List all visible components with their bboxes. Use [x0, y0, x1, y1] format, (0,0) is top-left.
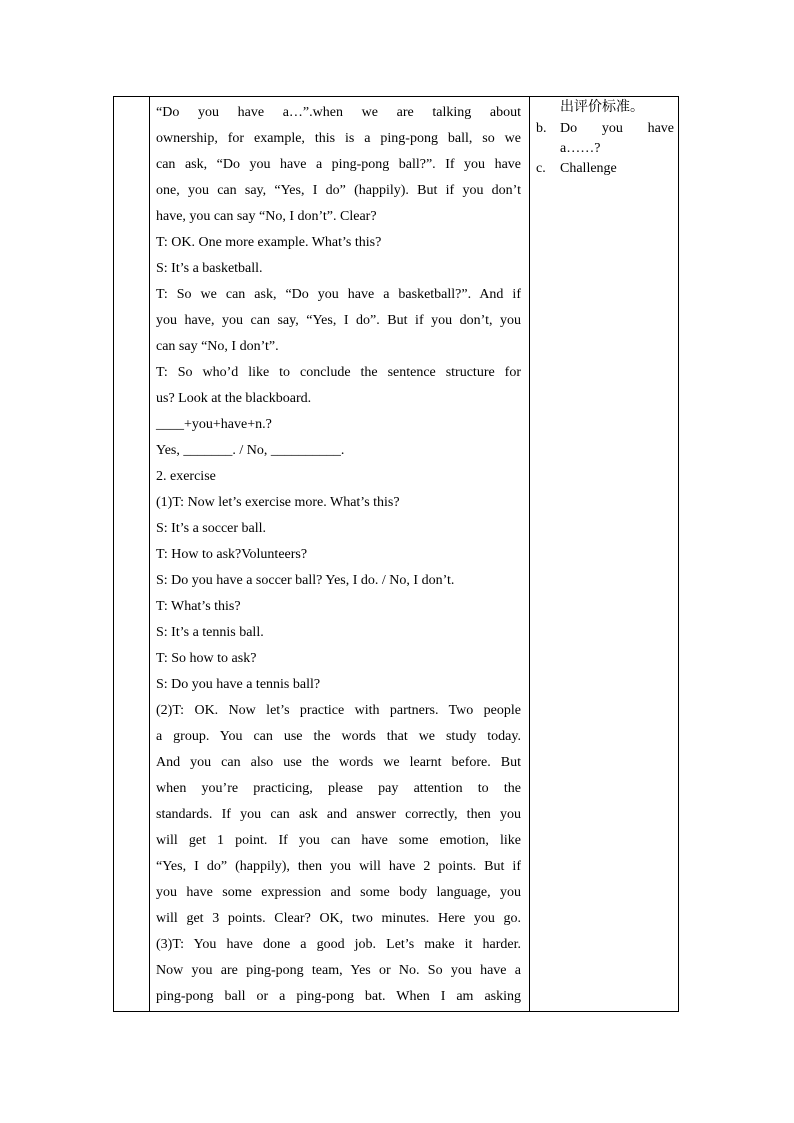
procedure-line: 2. exercise: [156, 469, 216, 484]
procedure-line: standards. If you can ask and answer correctly, then you: [156, 807, 521, 822]
procedure-line: a group. You can use the words that we study today.: [156, 729, 521, 744]
notes-item-text-cont: a……?: [560, 141, 601, 156]
procedure-line: S: Do you have a soccer ball? Yes, I do. / No, I don’t.: [156, 573, 455, 588]
procedure-line: Now you are ping-pong team, Yes or No. So you have a: [156, 963, 521, 978]
procedure-line: (1)T: Now let’s exercise more. What’s this?: [156, 495, 400, 510]
procedure-line: us? Look at the blackboard.: [156, 391, 312, 406]
notes-title: 出评价标准。: [560, 99, 644, 115]
procedure-line: T: So we can ask, “Do you have a basketball?”. And if: [156, 287, 521, 302]
procedure-line: Yes, _______. / No, __________.: [156, 443, 345, 458]
procedure-line: T: So how to ask?: [156, 651, 257, 666]
procedure-line: ping-pong ball or a ping-pong bat. When I am asking: [156, 989, 521, 1004]
procedure-line: “Do you have a…”.when we are talking about: [156, 105, 521, 120]
procedure-line: you have, you can say, “Yes, I do”. But if you don’t, you: [156, 313, 521, 328]
procedure-line: (3)T: You have done a good job. Let’s make it harder.: [156, 937, 521, 952]
lesson-table: [113, 96, 679, 1012]
procedure-line: have, you can say “No, I don’t”. Clear?: [156, 209, 377, 224]
procedure-line: T: So who’d like to conclude the sentence structure for: [156, 365, 521, 380]
procedure-line: And you can also use the words we learnt before. But: [156, 755, 521, 770]
procedure-text: [156, 100, 521, 1010]
procedure-line: S: It’s a basketball.: [156, 261, 263, 276]
procedure-line: S: It’s a soccer ball.: [156, 521, 267, 536]
notes-text: [536, 97, 674, 179]
procedure-line: “Yes, I do” (happily), then you will have 2 points. But if: [156, 859, 521, 874]
procedure-line: S: It’s a tennis ball.: [156, 625, 264, 640]
procedure-column: [150, 97, 530, 1011]
procedure-line: can say “No, I don’t”.: [156, 339, 279, 354]
procedure-line: when you’re practicing, please pay attention to the: [156, 781, 521, 796]
notes-item-b: [536, 119, 674, 159]
procedure-line: ownership, for example, this is a ping-pong ball, so we: [156, 131, 521, 146]
procedure-line: will get 1 point. If you can have some emotion, like: [156, 833, 521, 848]
procedure-line: ____+you+have+n.?: [156, 417, 272, 432]
notes-item-c: [536, 159, 674, 179]
notes-column: [530, 97, 680, 1011]
notes-item-text: Do you have: [560, 121, 674, 136]
procedure-line: (2)T: OK. Now let’s practice with partners. Two people: [156, 703, 521, 718]
step-column: [114, 97, 150, 1011]
procedure-line: S: Do you have a tennis ball?: [156, 677, 321, 692]
procedure-line: can ask, “Do you have a ping-pong ball?”. If you have: [156, 157, 521, 172]
notes-item-text: Challenge: [560, 161, 617, 176]
procedure-line: one, you can say, “Yes, I do” (happily). But if you don’t: [156, 183, 521, 198]
procedure-line: T: How to ask?Volunteers?: [156, 547, 308, 562]
procedure-line: T: OK. One more example. What’s this?: [156, 235, 382, 250]
procedure-line: T: What’s this?: [156, 599, 241, 614]
procedure-line: you have some expression and some body language, you: [156, 885, 521, 900]
procedure-line: will get 3 points. Clear? OK, two minutes. Here you go.: [156, 911, 521, 926]
notes-item-mark: b.: [536, 121, 547, 136]
notes-item-mark: c.: [536, 161, 546, 176]
